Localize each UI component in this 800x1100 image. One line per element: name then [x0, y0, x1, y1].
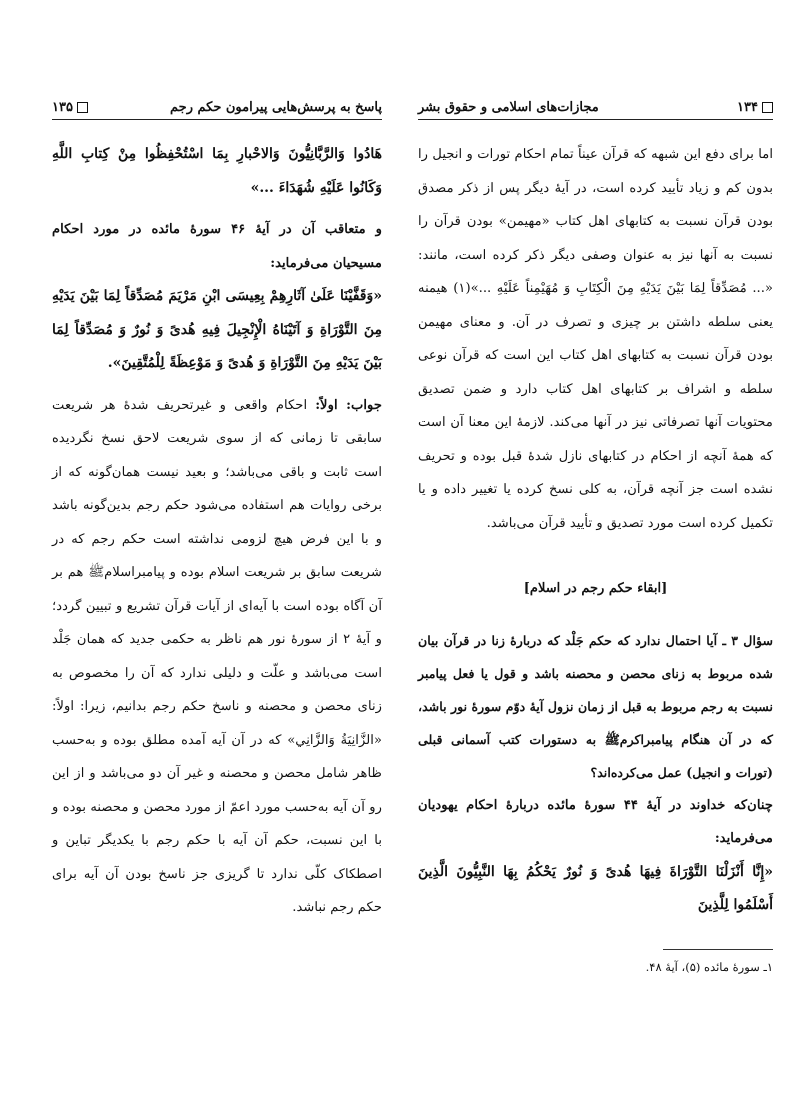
intro-verse-44: چنان‌که خداوند در آیهٔ ۴۴ سورهٔ مائده دربارهٔ احکام یهودیان می‌فرماید:	[418, 797, 773, 846]
right-page	[418, 100, 773, 1060]
section-title: [ابقاء حکم رجم در اسلام]	[523, 581, 668, 596]
left-page	[52, 100, 382, 1060]
verse-continuation: هَادُوا وَالرَّبَّانِيُّونَ وَالاحْبارِ بِمَا اسْتُحْفِظُوا مِنْ كِتابِ اللَّهِ وَكَانُوا عَلَيْهِ شُهَدَاءَ ...»	[52, 146, 382, 196]
page-marker-icon	[77, 102, 88, 113]
page-number: ۱۳۵	[52, 100, 88, 115]
answer-label: جواب: اولاً:	[315, 397, 382, 413]
page-marker-icon	[762, 102, 773, 113]
verse-44: «إِنَّا أَنْزَلْنَا التَّوْرَاةَ فِيهَا هُدىً وَ نُورٌ يَحْكُمُ بِهَا النَّبِيُّونَ الَّذِينَ أَسْلَمُوا لِلَّذِينَ	[418, 863, 773, 913]
running-head: پاسخ به پرسش‌هایی پیرامون حکم رجم	[170, 100, 382, 115]
page-number: ۱۳۴	[737, 100, 773, 115]
verse-46: «وَقَفَّيْنَا عَلَىٰ آثَارِهِمْ بِعِيسَى ابْنِ مَرْيَمَ مُصَدِّقاً لِمَا بَيْنَ يَدَيْهِ مِنَ التَّوْرَاةِ وَ آتَيْنَاهُ الْإِنْجِيلَ فِيهِ هُدىً وَ نُورٌ وَ مُصَدِّقاً لِمَا بَيْنَ يَدَيْهِ مِنَ التَّوْرَاةِ وَ هُدىً وَ مَوْعِظَةً لِلْمُتَّقِينَ».	[52, 288, 382, 371]
left-page-header	[52, 100, 382, 120]
answer-paragraph	[52, 389, 382, 925]
running-head: مجازات‌های اسلامی و حقوق بشر	[418, 100, 599, 115]
right-page-body	[418, 138, 773, 978]
left-page-body	[52, 138, 382, 925]
right-page-header	[418, 100, 773, 120]
question-3: سؤال ۳ ـ آیا احتمال ندارد که حکم جَلْد که دربارهٔ زنا در قرآن بیان شده مربوط به زنای محصن و محصنه باشد و قول یا فعل پیامبر نسبت به رجم مربوط به قبل از زمان نزول آیهٔ دوّم سورهٔ نور باشد، که در آن هنگام پیامبراکرمﷺ به دستورات کتب آسمانی قبلی (تورات و انجیل) عمل می‌کرده‌اند؟	[418, 632, 773, 780]
paragraph-1: اما برای دفع این شبهه که قرآن عیناً تمام احکام تورات و انجیل را بدون کم و زیاد تأیید کرده است، در آیهٔ دیگر پس از ذکر مصدق بودن قرآن نسبت به کتابهای اهل کتاب «مهیمن» بودن قرآن را نسبت به آنها نیز به عنوان وصفی دیگر ذکر کرده است، مانند: «... مُصَدِّقاً لِمَا بَيْنَ يَدَيْهِ مِنَ الْكِتَابِ وَ مُهَيْمِناً عَلَيْهِ ...»(۱) هیمنه یعنی سلطه داشتن بر چیزی و تصرف در آن. و معنای مهیمن بودن قرآن نسبت به کتابهای اهل کتاب این است که قرآن نوعی سلطه و اشراف بر کتابهای اهل کتاب دارد و ضمن تصدیق محتویات آنها تصرفاتی نیز در آنها می‌کند. لازمهٔ این معنا آن است که همهٔ آنچه از احکام در کتابهای نازل شدهٔ قبل بوده و تحریف نشده است جز آنچه قرآن، به کلی نسخ کرده یا تغییر داده و یا تکمیل کرده است مورد تصدیق و تأیید قرآن می‌باشد.	[418, 147, 773, 531]
answer-text: احکام واقعی و غیرتحریف شدهٔ هر شریعت سابقی تا زمانی که از سوی شریعت لاحق نسخ نگردیده است ثابت و باقی می‌باشد؛ و بعید نیست همان‌گونه که از برخی روایات هم استفاده می‌شود حکم رجم بدین‌گونه باشد و با این فرض هیچ لزومی نداشته است حکم رجم که در شریعت سابق بر شریعت اسلام بوده و پیامبراسلامﷺ هم بر آن آگاه بوده است با آیه‌ای از آیات قرآن تشریع و تبیین گردد؛ و آیهٔ ۲ از سورهٔ نور هم ناظر به حکمی جدید که همان جَلْد است می‌باشد و علّت و دلیلی ندارد که آن را مخصوص به زنای محصن و محصنه و ناسخ حکم رجم بدانیم، زیرا: اولاً: «الزَّانِيَةُ وَالزَّانِي» که در آن آیه آمده مطلق بوده و به‌حسب ظاهر شامل محصن و محصنه و غیر آن دو می‌باشد و از این رو آن آیه به‌حسب مورد اعمّ از مورد محصن و محصنه بوده و با این نسبت، حکم آن آیه با حکم رجم با یکدیگر تباین و اصطکاک کلّی ندارد تا گریزی جز ناسخ بودن آن آیه برای حکم رجم نباشد.	[52, 397, 382, 915]
footnote: ۱ـ سورهٔ مائده (۵)، آیهٔ ۴۸.	[645, 959, 773, 974]
footnote-divider	[663, 949, 773, 950]
intro-verse-46: و متعاقب آن در آیهٔ ۴۶ سورهٔ مائده در مورد احکام مسیحیان می‌فرماید:	[52, 222, 382, 271]
